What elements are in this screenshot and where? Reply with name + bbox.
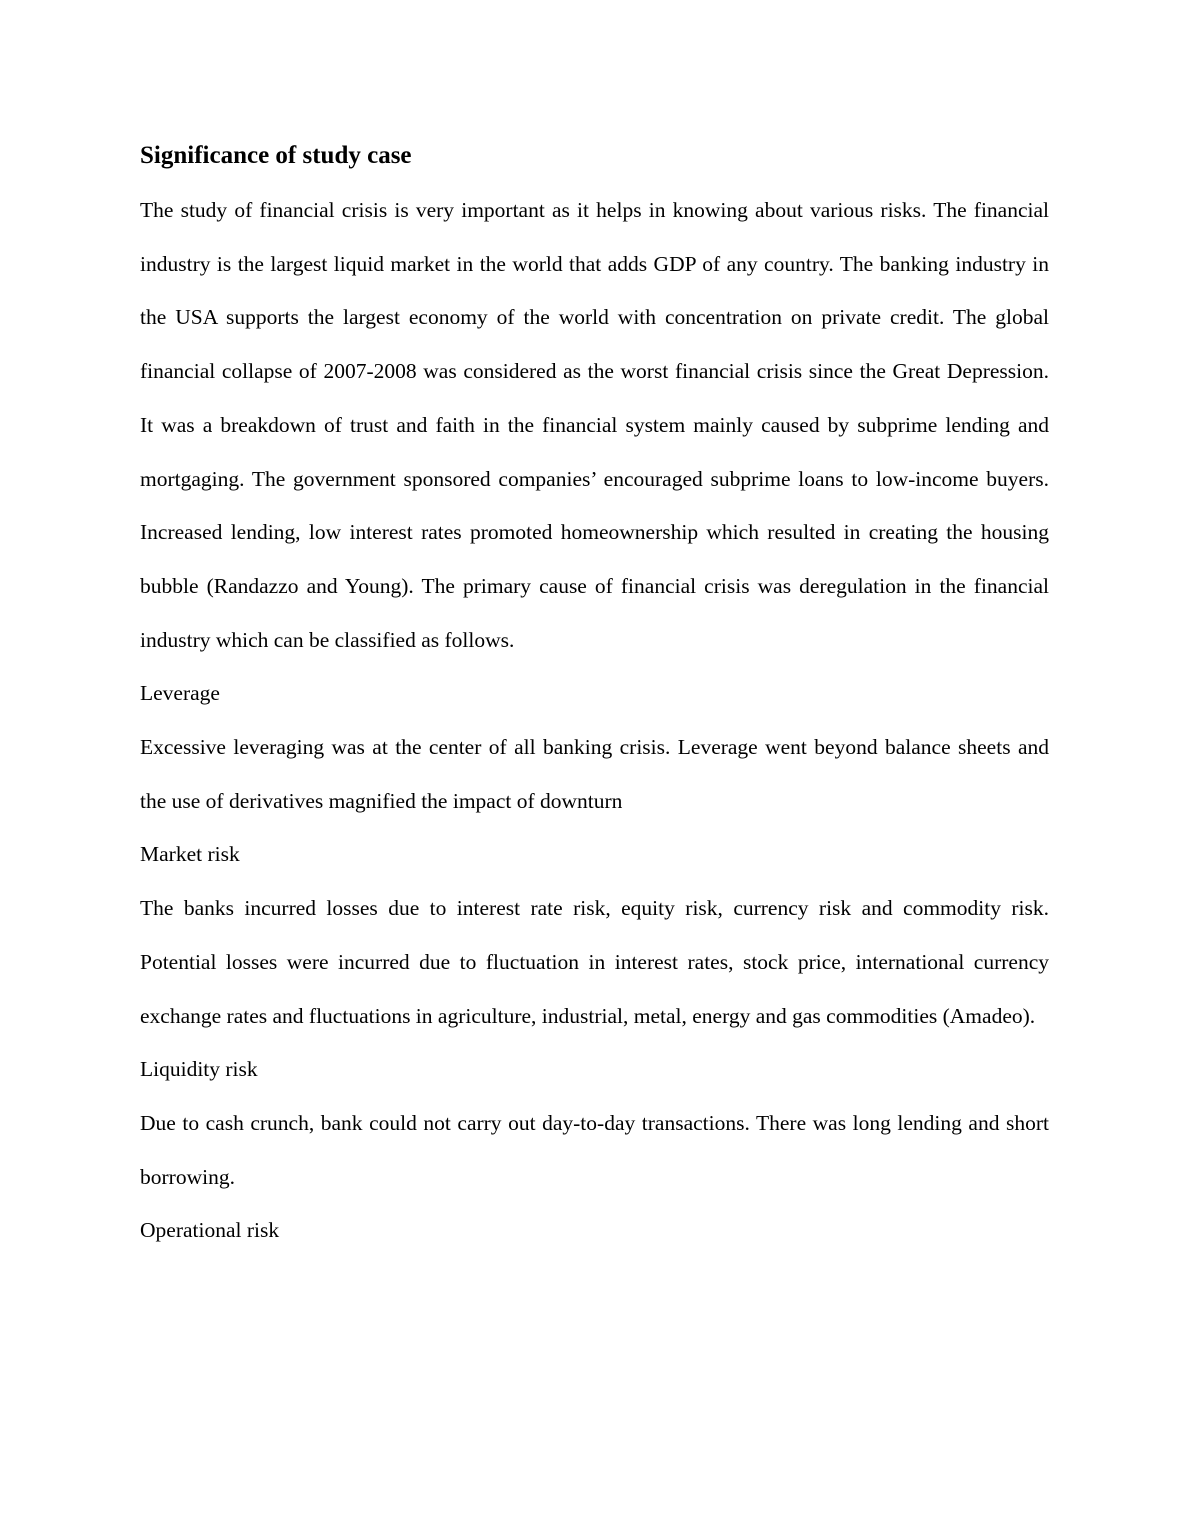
paragraph-liquidity-risk: Due to cash crunch, bank could not carry out day-to-day transactions. There was long lending and short borrowing. [140, 1110, 1049, 1189]
section-title: Significance of study case [140, 142, 412, 169]
subheading-operational-risk: Operational risk [140, 1218, 280, 1243]
subheading-liquidity-risk: Liquidity risk [140, 1057, 258, 1082]
paragraph-leverage: Excessive leveraging was at the center of all banking crisis. Leverage went beyond balance sheets and the use of derivatives magnified the impact of downturn [140, 735, 1049, 813]
document-page [140, 132, 1049, 1258]
paragraph-market-risk: The banks incurred losses due to interest rate risk, equity risk, currency risk and commodity risk. Potential losses were incurred due to fluctuation in interest rates, stock price, international currency exchange rates and fluctuations in agriculture, industrial, metal, energy and gas commodities (Amadeo). [140, 896, 1049, 1028]
subheading-leverage: Leverage [140, 681, 220, 706]
subheading-market-risk: Market risk [140, 842, 240, 867]
intro-paragraph: The study of financial crisis is very important as it helps in knowing about various risks. The financial industry is the largest liquid market in the world that adds GDP of any country. The banking industry in the USA supports the largest economy of the world with concentration on private credit. The global financial collapse of 2007-2008 was considered as the worst financial crisis since the Great Depression. It was a breakdown of trust and faith in the financial system mainly caused by subprime lending and mortgaging. The government sponsored companies’ encouraged subprime loans to low-income buyers. Increased lending, low interest rates promoted homeownership which resulted in creating the housing bubble (Randazzo and Young). The primary cause of financial crisis was deregulation in the financial industry which can be classified as follows. [140, 198, 1049, 652]
